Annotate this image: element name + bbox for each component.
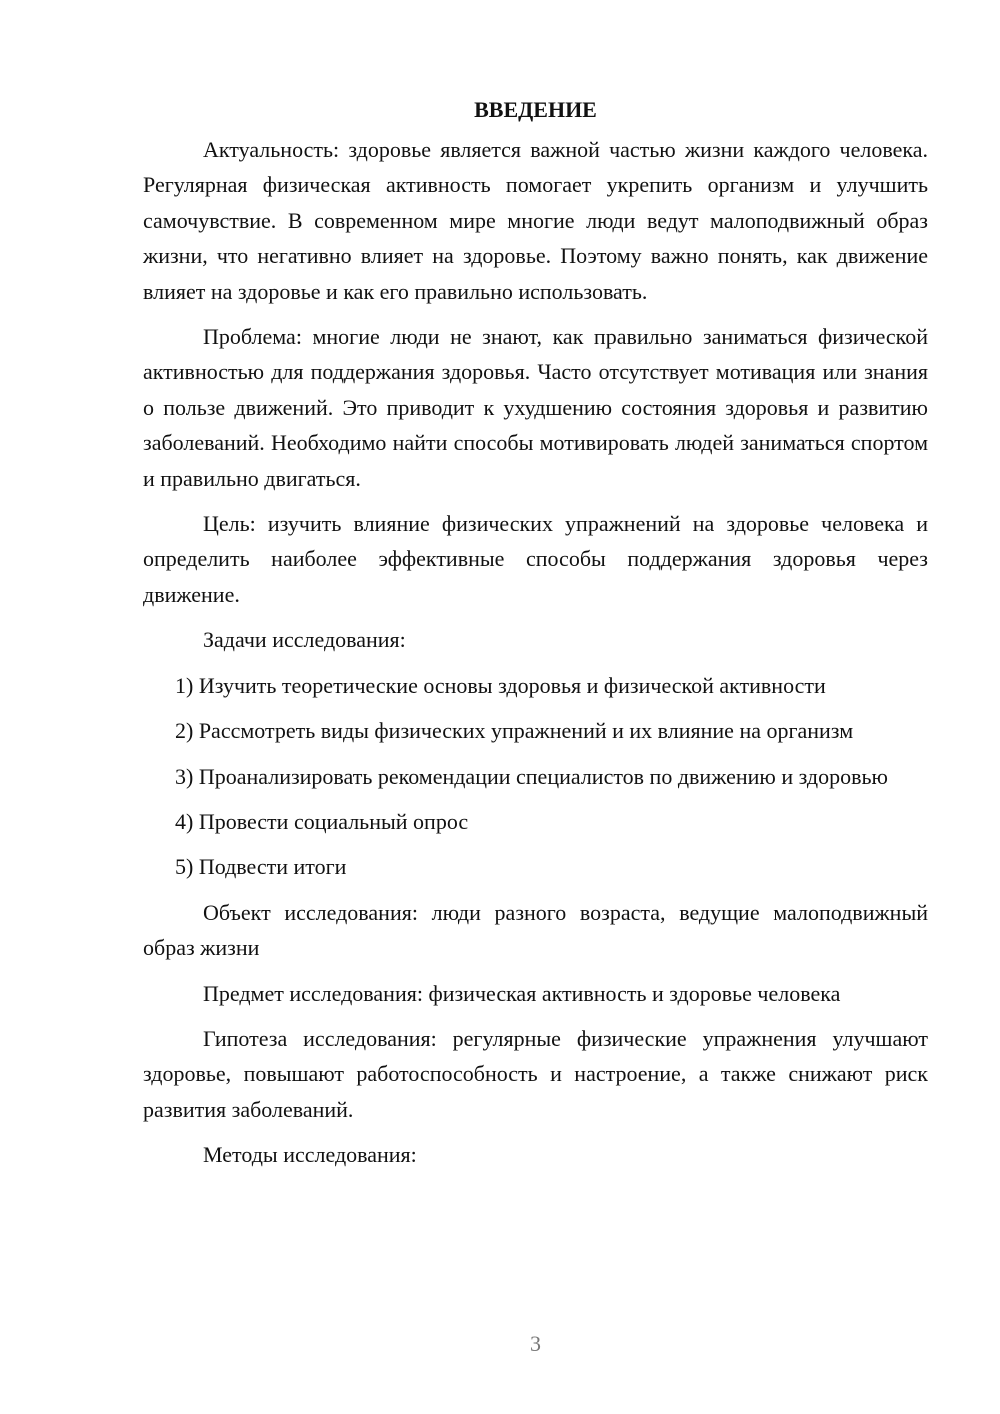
tasks-heading: Задачи исследования: <box>203 627 406 653</box>
task-item: 3) Проанализировать рекомендации специалистов по движению и здоровью <box>175 763 888 789</box>
document-page <box>143 92 928 1183</box>
hypothesis-paragraph: Гипотеза исследования: регулярные физические упражнения улучшают здоровье, повышают работоспособность и настроение, а также снижают риск развития заболеваний. <box>143 1025 928 1122</box>
object-paragraph: Объект исследования: люди разного возраста, ведущие малоподвижный образ жизни <box>143 899 928 961</box>
methods-heading: Методы исследования: <box>203 1142 417 1168</box>
goal-paragraph: Цель: изучить влияние физических упражнений на здоровье человека и определить наиболее эффективные способы поддержания здоровья через движение. <box>143 511 928 607</box>
problem-paragraph: Проблема: многие люди не знают, как правильно заниматься физической активностью для поддержания здоровья. Часто отсутствует мотивация или знания о пользе движений. Это приводит к ухудшению состояния здоровья и развитию заболеваний. Необходимо найти способы мотивировать людей заниматься спортом и правильно двигаться. <box>143 324 928 491</box>
task-item: 5) Подвести итоги <box>175 854 347 880</box>
section-title: ВВЕДЕНИЕ <box>474 97 597 122</box>
relevance-paragraph: Актуальность: здоровье является важной частью жизни каждого человека. Регулярная физическая активность помогает укрепить организм и улучшить самочувствие. В современном мире многие люди ведут малоподвижный образ жизни, что негативно влияет на здоровье. Поэтому важно понять, как движение влияет на здоровье и как его правильно использовать. <box>143 137 928 304</box>
task-item: 4) Провести социальный опрос <box>175 808 469 834</box>
page-number: 3 <box>530 1331 541 1356</box>
subject-paragraph: Предмет исследования: физическая активность и здоровье человека <box>203 980 841 1006</box>
task-item: 2) Рассмотреть виды физических упражнений и их влияние на организм <box>175 718 854 744</box>
task-item: 1) Изучить теоретические основы здоровья и физической активности <box>175 672 826 698</box>
